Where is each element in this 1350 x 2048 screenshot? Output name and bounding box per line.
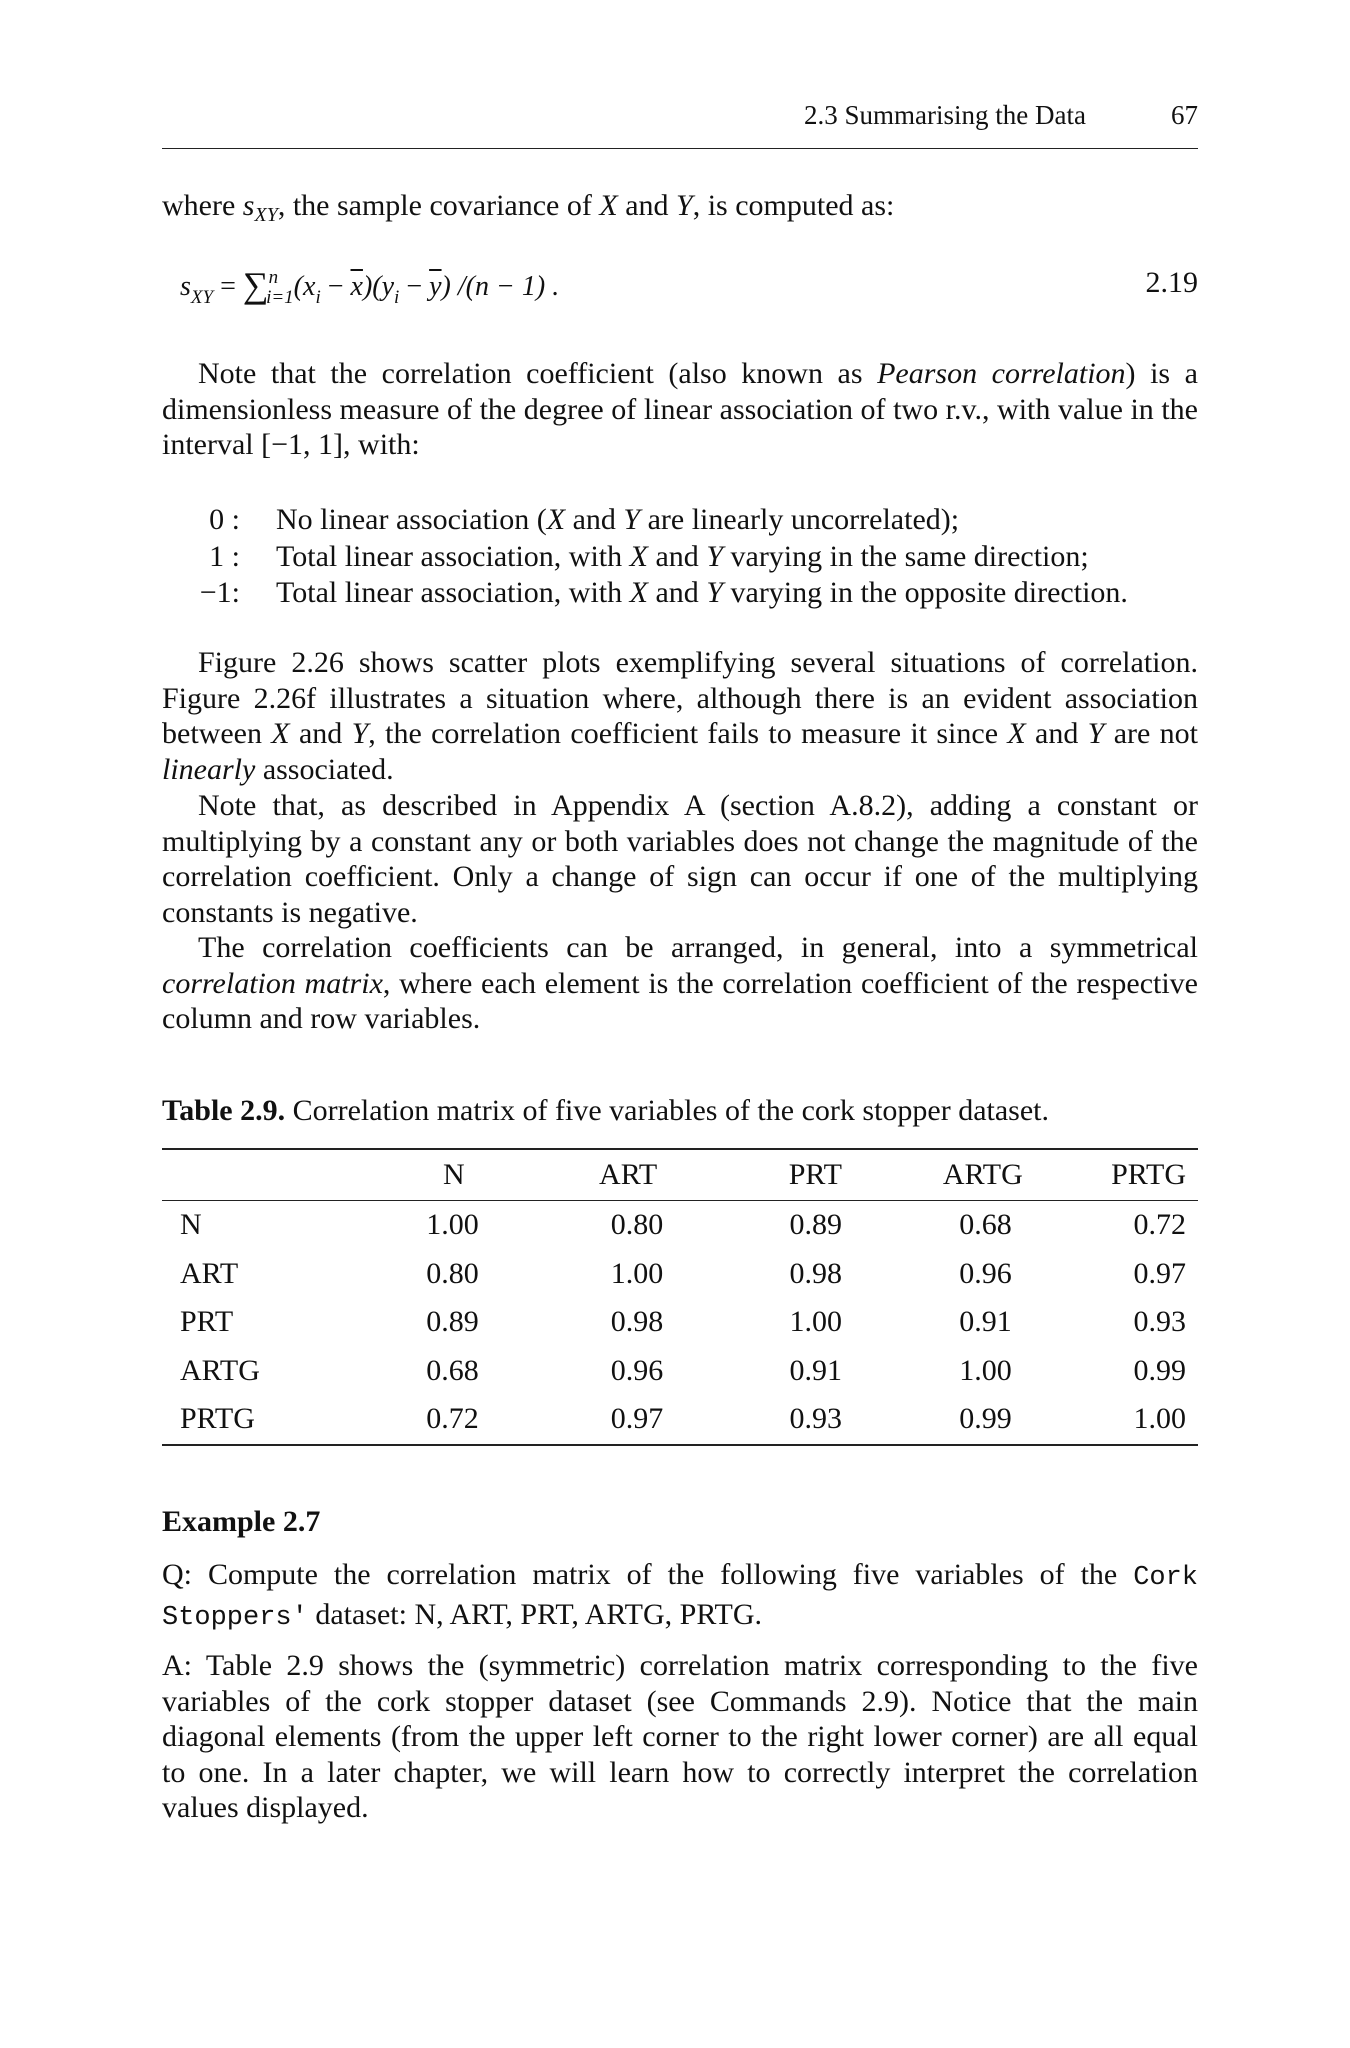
section-title: 2.3 Summarising the Data: [804, 100, 1086, 130]
table-cell: 1.00: [610, 1256, 664, 1290]
example-answer: A: Table 2.9 shows the (symmetric) correlation matrix corresponding to the five variables of the cork stopper dataset (see Commands 2.9). Notice that the main diagonal elements (from the upper left corner to the right lower corner) are all equal to one. In a later chapter, we will learn how to correctly interpret the correlation values displayed.: [162, 1649, 1198, 1824]
column-header: ARTG: [942, 1158, 1023, 1191]
table-cell: 1.00: [789, 1305, 842, 1339]
table-cell: 0.93: [1133, 1305, 1186, 1339]
definition-row: 1 : Total linear association, with X and Y varying in the same direction;: [209, 539, 1089, 573]
table-cell: 1.00: [426, 1208, 479, 1242]
example-title: Example 2.7: [162, 1505, 321, 1538]
table-cell: 0.72: [426, 1402, 479, 1436]
table-cell: 0.68: [959, 1208, 1012, 1242]
table-cell: 0.80: [426, 1256, 479, 1290]
correlation-note-paragraph: Note that the correlation coefficient (also known as Pearson correlation) is a dimensionless measure of the degree of linear association of two r.v., with value in the interval [−1, 1], with:: [162, 357, 1198, 461]
table-cell: 0.98: [789, 1256, 842, 1290]
row-label: ARTG: [180, 1353, 260, 1387]
table-cell: 1.00: [959, 1353, 1012, 1387]
table-cell: 0.91: [959, 1305, 1012, 1339]
table-cell: 0.89: [789, 1208, 842, 1242]
table-cell: 0.93: [789, 1402, 842, 1436]
table-header-row: [162, 1149, 1198, 1201]
table-cell: 0.97: [1133, 1256, 1186, 1290]
page-number: 67: [1171, 100, 1198, 130]
table-cell: 0.99: [1133, 1353, 1186, 1387]
table-row: [162, 1298, 1198, 1347]
covariance-intro-paragraph: where $s_{XY}$, the sample covariance of X and Y, is computed as:: [162, 189, 895, 226]
table-cell: 0.99: [959, 1402, 1012, 1436]
table-row: [162, 1250, 1198, 1299]
row-label: PRT: [180, 1305, 234, 1339]
table-cell: 0.72: [1133, 1208, 1186, 1242]
table-cell: 0.97: [610, 1402, 664, 1436]
figure-reference-paragraph: Figure 2.26 shows scatter plots exemplifying several situations of correlation. Figure 2.26f illustrates a situation where, although there is an evident association between X and Y, the correlation coefficient fails to measure it since X and Y are not linearly associated.: [162, 646, 1198, 786]
correlation-matrix-table: [162, 1148, 1198, 1446]
definition-row: 0 : No linear association (X and Y are linearly uncorrelated);: [209, 503, 960, 536]
table-cell: 0.89: [426, 1305, 479, 1339]
row-label: PRTG: [180, 1402, 255, 1436]
table-cell: 0.80: [610, 1208, 664, 1242]
table-cell: 0.98: [610, 1305, 664, 1339]
column-header: ART: [599, 1158, 658, 1191]
definition-row: −1: Total linear association, with X and Y varying in the opposite direction.: [199, 576, 1128, 609]
column-header: PRTG: [1111, 1158, 1186, 1191]
table-row: [162, 1201, 1198, 1250]
column-header: PRT: [788, 1158, 842, 1191]
covariance-formula: $s_{XY} = \sum^n_{i=1}(x_i - \overline{x})(y_i - \overline{y}) /(n - 1)$ .: [180, 265, 560, 308]
table-row: [162, 1395, 1198, 1445]
equation-number: 2.19: [1145, 266, 1198, 299]
table-row: [162, 1347, 1198, 1396]
table-cell: 1.00: [1133, 1402, 1186, 1436]
correlation-matrix-paragraph: The correlation coefficients can be arranged, in general, into a symmetrical correlation matrix, where each element is the correlation coefficient of the respective column and row variables.: [162, 931, 1198, 1035]
appendix-paragraph: Note that, as described in Appendix A (section A.8.2), adding a constant or multiplying by a constant any or both variables does not change the magnitude of the correlation coefficient. Only a change of sign can occur if one of the multiplying constants is negative.: [162, 789, 1198, 929]
example-question: Q: Compute the correlation matrix of the following five variables of the Cork Stoppers' dataset: N, ART, PRT, ARTG, PRTG.: [162, 1558, 1198, 1633]
row-label: ART: [180, 1256, 239, 1290]
column-header: N: [443, 1158, 465, 1191]
row-label: N: [180, 1208, 202, 1242]
table-cell: 0.96: [959, 1256, 1012, 1290]
column-header: [162, 1149, 307, 1201]
table-cell: 0.68: [426, 1353, 479, 1387]
table-cell: 0.96: [610, 1353, 664, 1387]
correlation-value-definitions: [180, 503, 1180, 613]
table-cell: 0.91: [789, 1353, 842, 1387]
running-header: [162, 100, 1198, 149]
table-caption: Table 2.9. Correlation matrix of five variables of the cork stopper dataset.: [162, 1094, 1049, 1127]
